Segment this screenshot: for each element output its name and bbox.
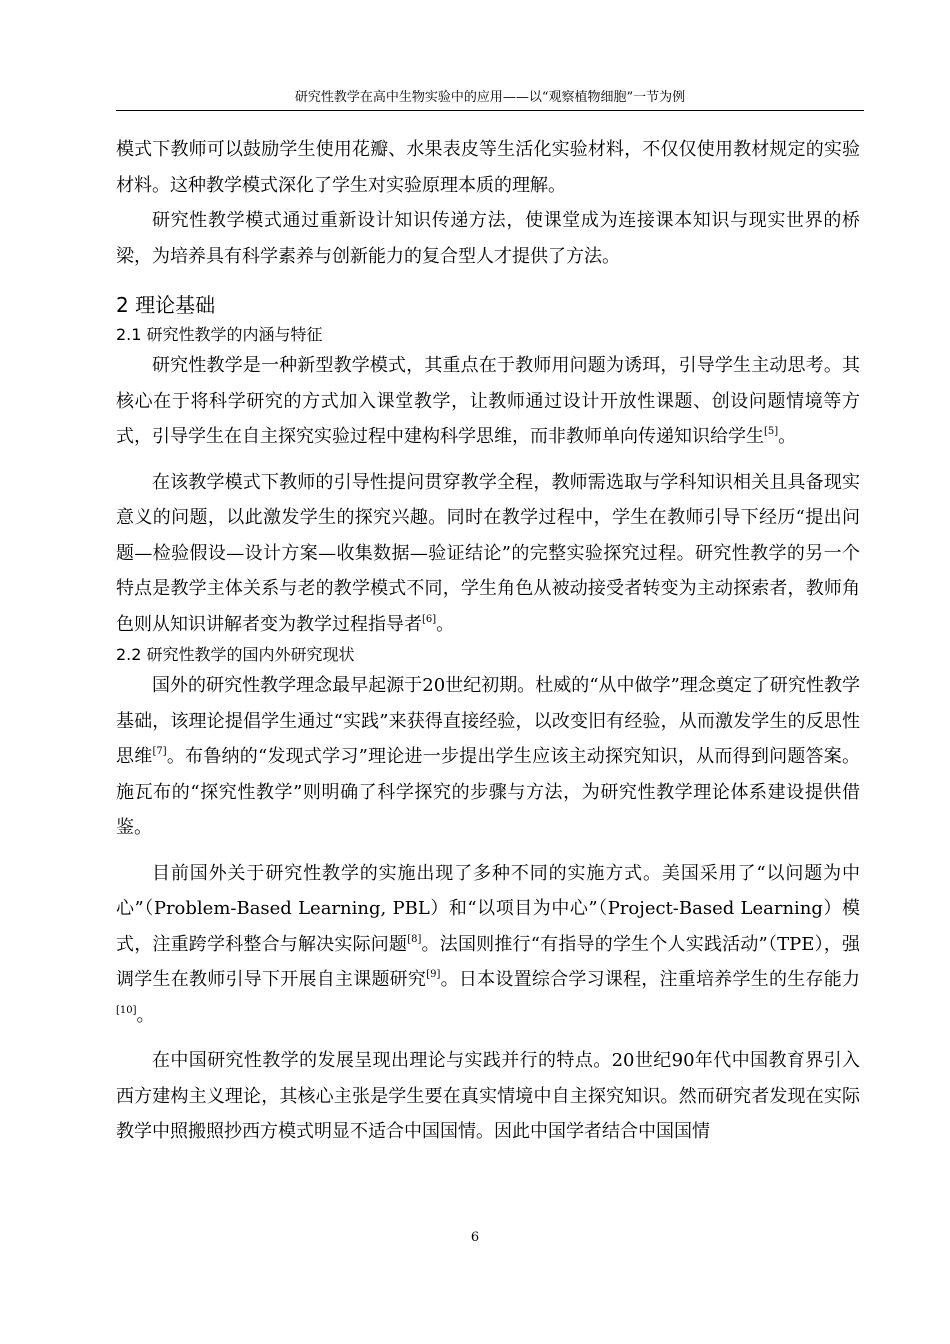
section-2-heading: 2 理论基础 bbox=[116, 293, 216, 317]
running-header: 研究性教学在高中生物实验中的应用——以“观察植物细胞”一节为例 bbox=[294, 90, 686, 105]
citation-9: [9] bbox=[426, 969, 441, 980]
paragraph-5-text-b: 。布鲁纳的“发现式学习”理论进一步提出学生应该主动探究知识，从而得到问题答案。施瓦布的“探究性教学”则明确了科学探究的步骤与方法，为研究性教学理论体系建设提供借鉴。 bbox=[116, 746, 861, 838]
paragraph-7: 在中国研究性教学的发展呈现出理论与实践并行的特点。20世纪90年代中国教育界引入西方建构主义理论，其核心主张是学生要在真实情境中自主探究知识。然而研究者发现在实际教学中照搬照抄西方模式明显不适合中国国情。因此中国学者结合中国国情 bbox=[116, 1050, 860, 1142]
paragraph-3-text: 研究性教学是一种新型教学模式，其重点在于教师用问题为诱珥，引导学生主动思考。其核心在于将科学研究的方式加入课堂教学，让教师通过设计开放性课题、创设问题情境等方式，引导学生在自主探究实验过程中建构科学思维，而非教师单向传递知识给学生 bbox=[116, 355, 860, 447]
page-number: 6 bbox=[470, 1230, 480, 1245]
paragraph-6-text-b: 。法国则推行“有指导的学生个人实践活动”（TPE），强调学生在教师引导下开展自主课题研究 bbox=[116, 933, 860, 990]
citation-5: [5] bbox=[764, 426, 779, 437]
subsection-2-1-heading: 2.1 研究性教学的内涵与特征 bbox=[116, 325, 323, 344]
subsection-2-2-heading: 2.2 研究性教学的国内外研究现状 bbox=[116, 645, 355, 664]
paragraph-4 bbox=[116, 465, 860, 643]
paragraph-4-end: 。 bbox=[436, 613, 455, 635]
citation-7: [7] bbox=[152, 746, 167, 757]
paragraph-3 bbox=[116, 348, 860, 455]
paragraph-5 bbox=[116, 668, 860, 846]
page-body bbox=[116, 132, 860, 1150]
citation-8: [8] bbox=[407, 933, 422, 945]
paragraph-6-end: 。 bbox=[136, 1004, 155, 1026]
paragraph-2: 研究性教学模式通过重新设计知识传递方法，使课堂成为连接课本知识与现实世界的桥梁，为培养具有科学素养与创新能力的复合型人才提供了方法。 bbox=[116, 210, 860, 267]
header-rule bbox=[116, 110, 864, 111]
citation-6: [6] bbox=[422, 613, 437, 625]
paragraph-6 bbox=[116, 856, 860, 1034]
paragraph-4-text: 在该教学模式下教师的引导性提问贯穿教学全程，教师需选取与学科知识相关且具备现实意义的问题，以此激发学生的探究兴趣。同时在教学过程中，学生在教师引导下经历“提出问题—检验假设—设计方案—收集数据—验证结论”的完整实验探究过程。研究性教学的另一个特点是教学主体关系与老的教学模式不同，学生角色从被动接受者转变为主动探索者，教师角色则从知识讲解者变为教学过程指导者 bbox=[116, 471, 860, 635]
paragraph-6-text-c: 。日本设置综合学习课程，注重培养学生的生存能力 bbox=[440, 969, 861, 990]
paragraph-3-end: 。 bbox=[778, 426, 797, 447]
citation-10: [10] bbox=[116, 1004, 137, 1016]
paragraph-5-text-a: 国外的研究性教学理念最早起源于20世纪初期。杜威的“从中做学”理念奠定了研究性教学基础，该理论提倡学生通过“实践”来获得直接经验，以改变旧有经验，从而激发学生的反思性思维 bbox=[116, 675, 860, 767]
paragraph-1: 模式下教师可以鼓励学生使用花瓣、水果表皮等生活化实验材料，不仅仅使用教材规定的实验材料。这种教学模式深化了学生对实验原理本质的理解。 bbox=[116, 139, 860, 196]
paragraph-6-text-a: 目前国外关于研究性教学的实施出现了多种不同的实施方式。美国采用了“以问题为中心”（Problem-Based Learning, PBL）和“以项目为中心”（Project-Based Learning）模式，注重跨学科整合与解决实际问题 bbox=[116, 862, 860, 955]
